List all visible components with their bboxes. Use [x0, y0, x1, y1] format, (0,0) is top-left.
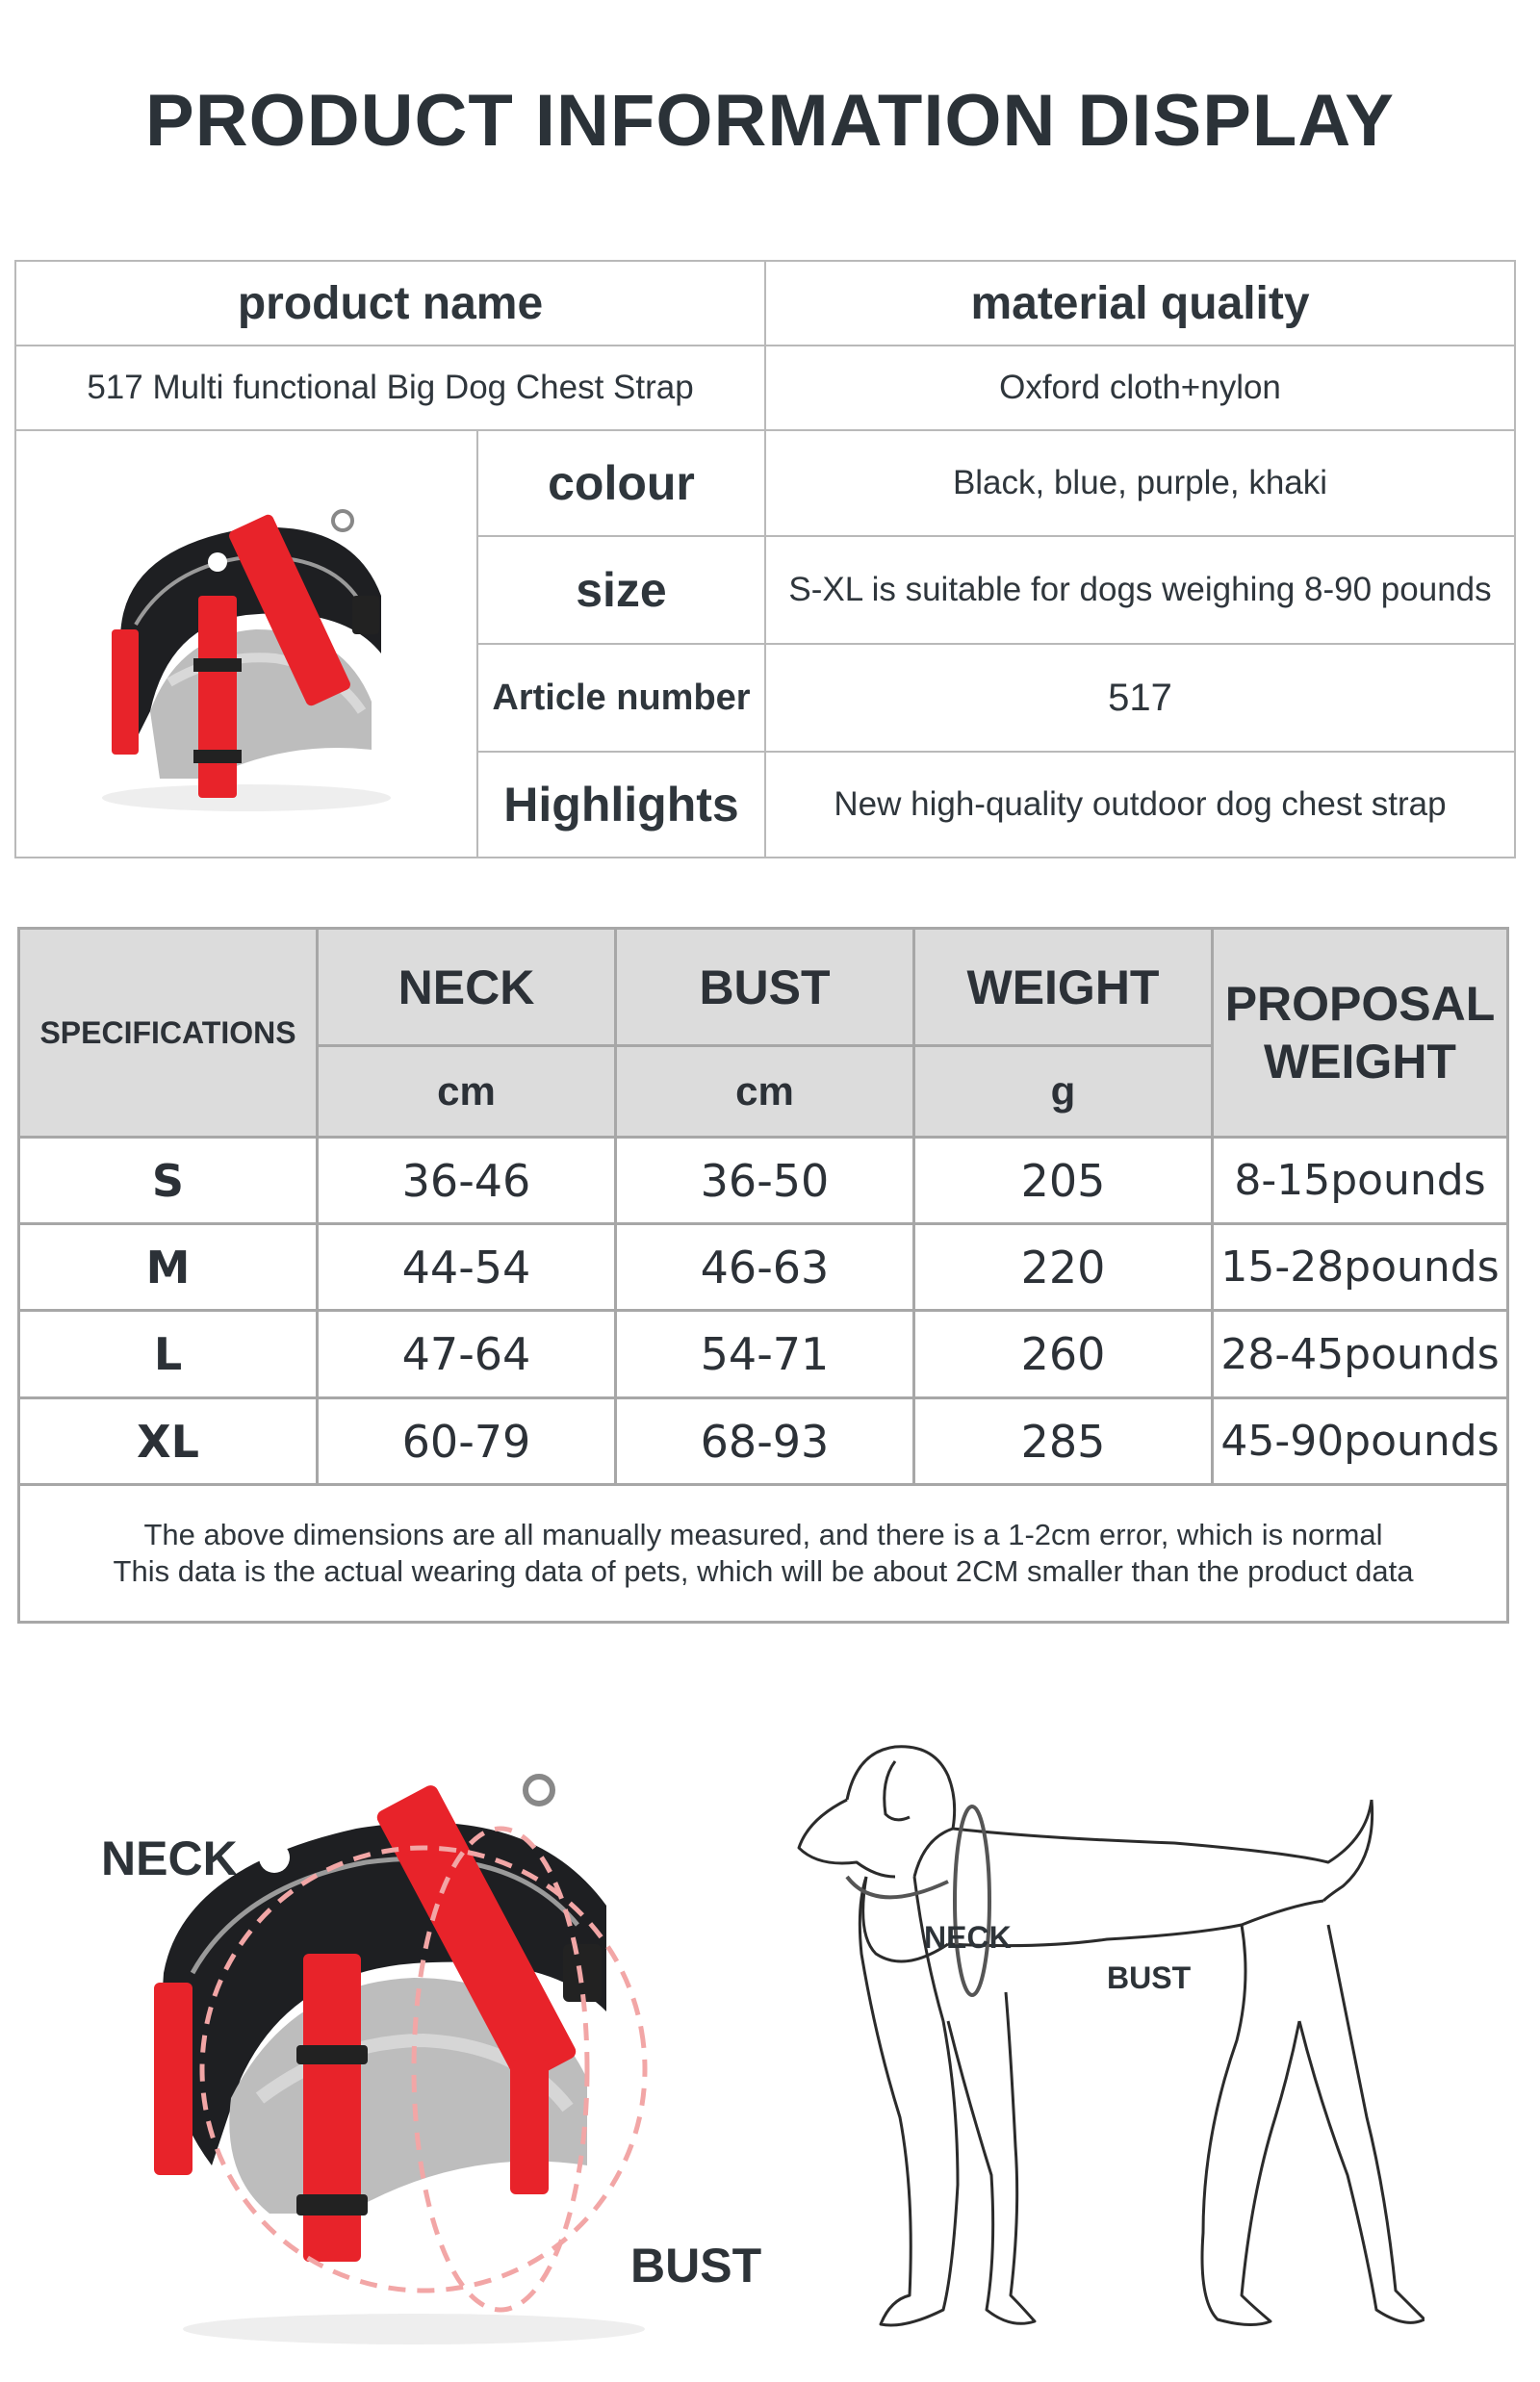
product-name-header: product name — [14, 260, 766, 346]
note-line-2: This data is the actual wearing data of pets, which will be about 2CM smaller than the product data — [113, 1554, 1414, 1588]
article-number-value: 517 — [764, 643, 1516, 753]
harness-bust-label: BUST — [630, 2239, 762, 2292]
weight-cell: 285 — [912, 1396, 1214, 1486]
size-cell: M — [17, 1222, 319, 1312]
harness-image — [54, 461, 439, 827]
size-cell: XL — [17, 1396, 319, 1486]
proposal-cell: 28-45pounds — [1211, 1309, 1509, 1399]
dog-outline-diagram — [789, 1732, 1424, 2348]
neck-cell: 60-79 — [316, 1396, 617, 1486]
product-image-cell — [14, 429, 478, 858]
colour-value: Black, blue, purple, khaki — [764, 429, 1516, 537]
material-value: Oxford cloth+nylon — [764, 345, 1516, 431]
bust-unit: cm — [614, 1044, 915, 1139]
weight-unit: g — [912, 1044, 1214, 1139]
proposal-cell: 8-15pounds — [1211, 1136, 1509, 1225]
size-value: S-XL is suitable for dogs weighing 8-90 pounds — [764, 535, 1516, 645]
size-specification-table — [17, 927, 1509, 1624]
bust-cell: 46-63 — [614, 1222, 915, 1312]
size-cell: S — [17, 1136, 319, 1225]
colour-label: colour — [476, 429, 766, 537]
weight-cell: 205 — [912, 1136, 1214, 1225]
weight-cell: 220 — [912, 1222, 1214, 1312]
highlights-label: Highlights — [476, 751, 766, 858]
article-number-label: Article number — [476, 643, 766, 753]
note-line-1: The above dimensions are all manually measured, and there is a 1-2cm error, which is normal — [143, 1518, 1383, 1551]
proposal-cell: 15-28pounds — [1211, 1222, 1509, 1312]
bust-cell: 68-93 — [614, 1396, 915, 1486]
neck-cell: 36-46 — [316, 1136, 617, 1225]
product-info-table — [14, 260, 1516, 858]
weight-cell: 260 — [912, 1309, 1214, 1399]
size-cell: L — [17, 1309, 319, 1399]
harness-measurement-image — [125, 1761, 741, 2348]
neck-column-header: NECK — [316, 927, 617, 1047]
dog-neck-label: NECK — [924, 1920, 1012, 1955]
page-title: PRODUCT INFORMATION DISPLAY — [145, 80, 1395, 162]
neck-cell: 44-54 — [316, 1222, 617, 1312]
size-label: size — [476, 535, 766, 645]
measurement-note — [17, 1483, 1509, 1624]
proposal-header-line2: WEIGHT — [1264, 1035, 1456, 1089]
weight-column-header: WEIGHT — [912, 927, 1214, 1047]
proposal-header-line1: PROPOSAL — [1224, 977, 1496, 1031]
bust-cell: 36-50 — [614, 1136, 915, 1225]
neck-cell: 47-64 — [316, 1309, 617, 1399]
material-header: material quality — [764, 260, 1516, 346]
harness-neck-label: NECK — [101, 1831, 238, 1885]
product-name-value: 517 Multi functional Big Dog Chest Strap — [14, 345, 766, 431]
neck-unit: cm — [316, 1044, 617, 1139]
proposal-cell: 45-90pounds — [1211, 1396, 1509, 1486]
dog-bust-label: BUST — [1107, 1960, 1192, 1995]
specifications-label: SPECIFICATIONS — [17, 927, 319, 1139]
highlights-value: New high-quality outdoor dog chest strap — [764, 751, 1516, 858]
proposal-weight-header — [1211, 927, 1509, 1139]
bust-cell: 54-71 — [614, 1309, 915, 1399]
bust-column-header: BUST — [614, 927, 915, 1047]
